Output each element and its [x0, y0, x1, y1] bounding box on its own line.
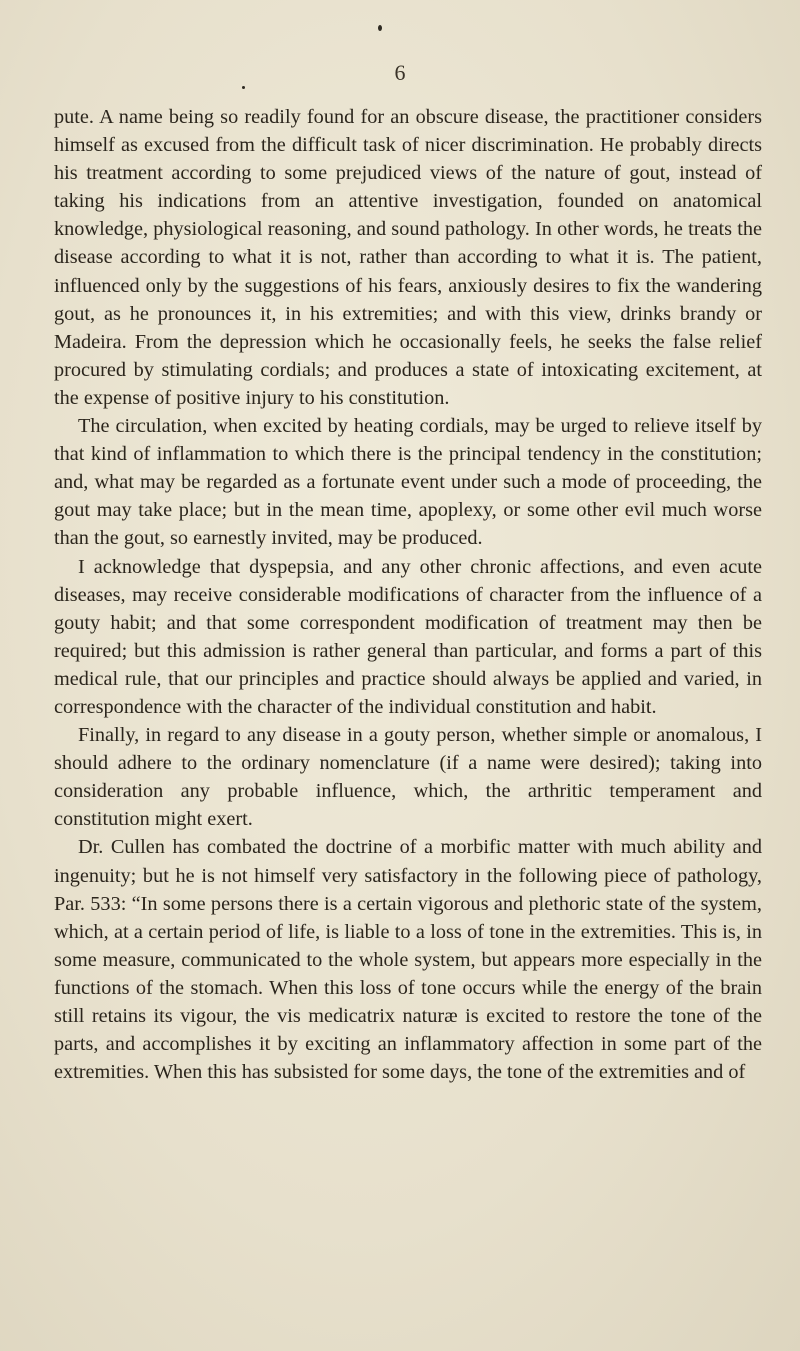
body-text [54, 103, 762, 1086]
page-number: 6 [394, 60, 406, 85]
paragraph: pute. A name being so readily found for an obscure disease, the practitioner considers himself as excused from the difficult task of nicer discrimination. He probably directs his treatment according to some prejudiced views of the nature of gout, instead of taking his indications from an attentive investigation, founded on anatomical knowledge, physiological reasoning, and sound pathology. In other words, he treats the disease according to what it is not, rather than according to what it is. The patient, influenced only by the suggestions of his fears, anxiously desires to fix the wandering gout, as he pronounces it, in his extremities; and with this view, drinks brandy or Madeira. From the depression which he occasionally feels, he seeks the false relief procured by stimulating cordials; and produces a state of intoxicating excitement, at the expense of positive injury to his constitution. [54, 106, 762, 409]
paragraph: Finally, in regard to any disease in a gouty person, whether simple or anomalous, I should adhere to the ordinary nomenclature (if a name were desired); taking into consideration any probable influence, which, the arthritic temperament and constitution might exert. [54, 724, 762, 831]
paragraph: Dr. Cullen has combated the doctrine of a morbific matter with much ability and ingenuity; but he is not himself very satisfactory in the following piece of pathology, Par. 533: “In some persons there is a certain vigorous and plethoric state of the system, which, at a certain period of life, is liable to a loss of tone in the extremities. This is, in some measure, communicated to the whole system, but appears more especially in the functions of the stomach. When this loss of tone occurs while the energy of the brain still retains its vigour, the vis medicatrix naturæ is excited to restore the tone of the parts, and accomplishes it by exciting an inflammatory affection in some part of the extremities. When this has subsisted for some days, the tone of the extremities and of [54, 836, 762, 1084]
paragraph: I acknowledge that dyspepsia, and any other chronic affections, and even acute diseases, may receive considerable modifications of character from the influence of a gouty habit; and that some correspondent modification of treatment may then be required; but this admission is rather general than particular, and forms a part of this medical rule, that our principles and practice should always be applied and varied, in correspondence with the character of the individual constitution and habit. [54, 555, 762, 718]
ink-speck [378, 25, 382, 31]
ink-speck [242, 86, 245, 89]
paragraph: The circulation, when excited by heating cordials, may be urged to relieve itself by that kind of inflammation to which there is the principal tendency in the constitution; and, what may be regarded as a fortunate event under such a mode of proceeding, the gout may take place; but in the mean time, apoplexy, or some other evil much worse than the gout, so earnestly invited, may be produced. [54, 415, 762, 550]
